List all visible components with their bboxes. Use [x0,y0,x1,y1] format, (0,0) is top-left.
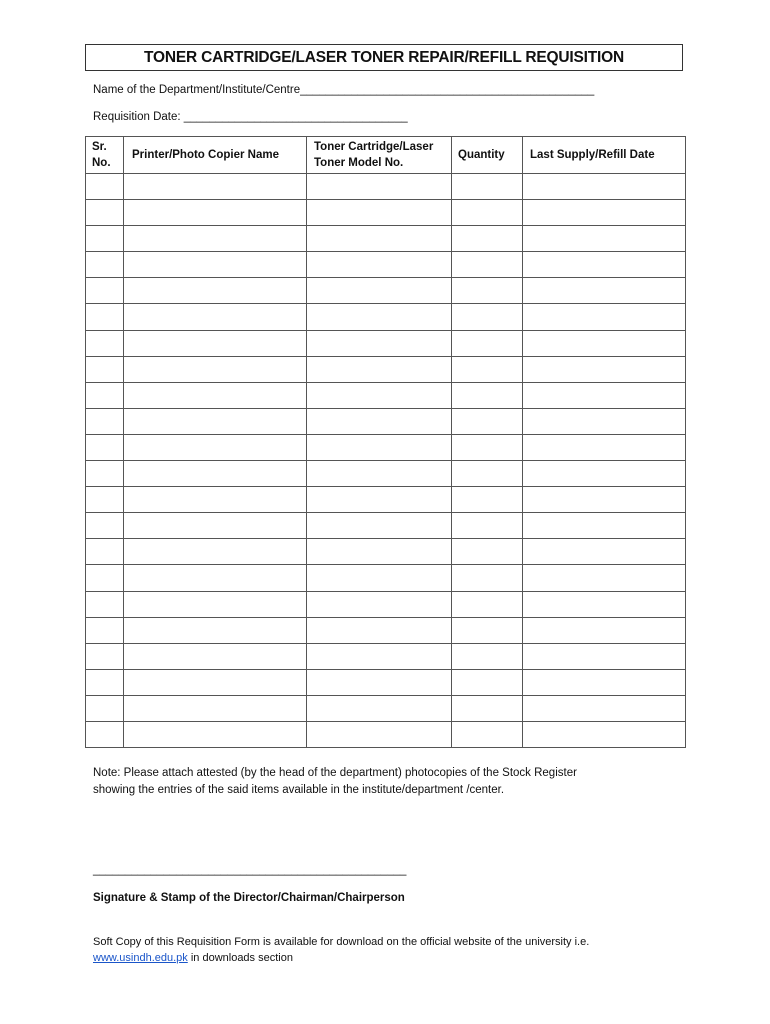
cell-quantity[interactable] [452,330,523,356]
cell-quantity[interactable] [452,356,523,382]
cell-sr-no[interactable] [86,174,124,200]
cell-quantity[interactable] [452,461,523,487]
cell-sr-no[interactable] [86,695,124,721]
table-row [86,434,686,460]
header-model-line1: Toner Cartridge/Laser [314,141,434,153]
header-quantity: Quantity [452,137,523,174]
cell-printer-name[interactable] [124,513,307,539]
cell-sr-no[interactable] [86,356,124,382]
cell-quantity[interactable] [452,200,523,226]
header-printer-name: Printer/Photo Copier Name [124,137,307,174]
cell-toner-model[interactable] [307,617,452,643]
cell-sr-no[interactable] [86,434,124,460]
cell-toner-model[interactable] [307,669,452,695]
cell-printer-name[interactable] [124,617,307,643]
soft-copy-text-end: in downloads section [187,952,293,964]
cell-printer-name[interactable] [124,487,307,513]
table-row [86,539,686,565]
cell-quantity[interactable] [452,252,523,278]
header-sr-line1: Sr. [92,141,107,153]
table-row [86,226,686,252]
table-row [86,252,686,278]
table-row [86,174,686,200]
cell-toner-model[interactable] [307,461,452,487]
cell-printer-name[interactable] [124,408,307,434]
form-title: TONER CARTRIDGE/LASER TONER REPAIR/REFILL REQUISITION [144,48,624,66]
cell-quantity[interactable] [452,434,523,460]
table-row [86,356,686,382]
cell-sr-no[interactable] [86,226,124,252]
cell-last-supply-date[interactable] [523,356,686,382]
cell-quantity[interactable] [452,565,523,591]
cell-printer-name[interactable] [124,252,307,278]
cell-last-supply-date[interactable] [523,721,686,747]
table-row [86,461,686,487]
table-row [86,643,686,669]
cell-printer-name[interactable] [124,356,307,382]
cell-quantity[interactable] [452,174,523,200]
cell-toner-model[interactable] [307,304,452,330]
cell-sr-no[interactable] [86,408,124,434]
cell-quantity[interactable] [452,591,523,617]
cell-sr-no[interactable] [86,643,124,669]
cell-toner-model[interactable] [307,721,452,747]
table-row [86,278,686,304]
header-sr-no [86,137,124,174]
table-row [86,487,686,513]
cell-toner-model[interactable] [307,695,452,721]
cell-quantity[interactable] [452,487,523,513]
cell-toner-model[interactable] [307,487,452,513]
cell-last-supply-date[interactable] [523,408,686,434]
note-text [93,765,693,799]
cell-toner-model[interactable] [307,565,452,591]
cell-sr-no[interactable] [86,278,124,304]
requisition-date-field[interactable]: Requisition Date: ___________________________________ [93,111,408,123]
cell-toner-model[interactable] [307,434,452,460]
cell-last-supply-date[interactable] [523,643,686,669]
cell-printer-name[interactable] [124,174,307,200]
cell-quantity[interactable] [452,382,523,408]
cell-quantity[interactable] [452,226,523,252]
cell-sr-no[interactable] [86,513,124,539]
cell-toner-model[interactable] [307,278,452,304]
department-field[interactable]: Name of the Department/Institute/Centre______________________________________________ [93,84,595,96]
cell-printer-name[interactable] [124,330,307,356]
table-row [86,200,686,226]
cell-sr-no[interactable] [86,461,124,487]
cell-sr-no[interactable] [86,200,124,226]
table-row [86,513,686,539]
cell-last-supply-date[interactable] [523,461,686,487]
table-row [86,565,686,591]
cell-quantity[interactable] [452,643,523,669]
header-toner-model [307,137,452,174]
cell-printer-name[interactable] [124,669,307,695]
cell-printer-name[interactable] [124,643,307,669]
cell-last-supply-date[interactable] [523,617,686,643]
cell-sr-no[interactable] [86,669,124,695]
cell-last-supply-date[interactable] [523,278,686,304]
cell-last-supply-date[interactable] [523,513,686,539]
cell-quantity[interactable] [452,513,523,539]
cell-last-supply-date[interactable] [523,539,686,565]
cell-last-supply-date[interactable] [523,669,686,695]
cell-toner-model[interactable] [307,226,452,252]
cell-last-supply-date[interactable] [523,330,686,356]
cell-printer-name[interactable] [124,721,307,747]
table-body [86,174,686,748]
cell-printer-name[interactable] [124,565,307,591]
cell-last-supply-date[interactable] [523,591,686,617]
cell-toner-model[interactable] [307,252,452,278]
cell-last-supply-date[interactable] [523,174,686,200]
cell-last-supply-date[interactable] [523,382,686,408]
cell-printer-name[interactable] [124,278,307,304]
cell-last-supply-date[interactable] [523,200,686,226]
cell-toner-model[interactable] [307,174,452,200]
cell-quantity[interactable] [452,669,523,695]
table-row [86,382,686,408]
cell-printer-name[interactable] [124,226,307,252]
cell-toner-model[interactable] [307,408,452,434]
cell-sr-no[interactable] [86,617,124,643]
cell-sr-no[interactable] [86,304,124,330]
cell-printer-name[interactable] [124,382,307,408]
cell-toner-model[interactable] [307,591,452,617]
signature-label: Signature & Stamp of the Director/Chairman/Chairperson [93,892,405,904]
cell-last-supply-date[interactable] [523,226,686,252]
table-row [86,591,686,617]
table-row [86,617,686,643]
table-row [86,669,686,695]
cell-toner-model[interactable] [307,382,452,408]
cell-toner-model[interactable] [307,513,452,539]
table-header-row [86,137,686,174]
header-last-supply-date: Last Supply/Refill Date [523,137,686,174]
cell-sr-no[interactable] [86,539,124,565]
cell-quantity[interactable] [452,617,523,643]
cell-last-supply-date[interactable] [523,487,686,513]
form-title-box [85,44,683,71]
note-line-1: Note: Please attach attested (by the head of the department) photocopies of the Stock Register [93,767,577,779]
header-sr-line2: No. [92,157,111,169]
cell-quantity[interactable] [452,408,523,434]
cell-printer-name[interactable] [124,304,307,330]
cell-last-supply-date[interactable] [523,695,686,721]
cell-quantity[interactable] [452,695,523,721]
cell-sr-no[interactable] [86,382,124,408]
cell-sr-no[interactable] [86,487,124,513]
note-line-2: showing the entries of the said items available in the institute/department /center. [93,784,505,796]
cell-printer-name[interactable] [124,539,307,565]
university-website-link[interactable]: www.usindh.edu.pk [93,952,188,964]
table-row [86,408,686,434]
soft-copy-text: Soft Copy of this Requisition Form is available for download on the official website of the university i.e. [93,936,590,948]
cell-quantity[interactable] [452,539,523,565]
cell-toner-model[interactable] [307,643,452,669]
cell-printer-name[interactable] [124,461,307,487]
cell-sr-no[interactable] [86,330,124,356]
cell-toner-model[interactable] [307,200,452,226]
cell-last-supply-date[interactable] [523,434,686,460]
cell-quantity[interactable] [452,721,523,747]
cell-printer-name[interactable] [124,200,307,226]
requisition-table [85,136,686,748]
cell-sr-no[interactable] [86,565,124,591]
cell-sr-no[interactable] [86,721,124,747]
soft-copy-note [93,934,713,966]
header-model-line2: Toner Model No. [314,157,404,169]
signature-line[interactable]: _________________________________________________ [93,864,407,876]
cell-toner-model[interactable] [307,539,452,565]
cell-printer-name[interactable] [124,434,307,460]
cell-quantity[interactable] [452,304,523,330]
table-row [86,721,686,747]
cell-printer-name[interactable] [124,695,307,721]
cell-sr-no[interactable] [86,252,124,278]
cell-last-supply-date[interactable] [523,252,686,278]
cell-printer-name[interactable] [124,591,307,617]
cell-sr-no[interactable] [86,591,124,617]
table-row [86,304,686,330]
cell-quantity[interactable] [452,278,523,304]
table-row [86,330,686,356]
cell-toner-model[interactable] [307,330,452,356]
cell-toner-model[interactable] [307,356,452,382]
cell-last-supply-date[interactable] [523,304,686,330]
table-row [86,695,686,721]
cell-last-supply-date[interactable] [523,565,686,591]
